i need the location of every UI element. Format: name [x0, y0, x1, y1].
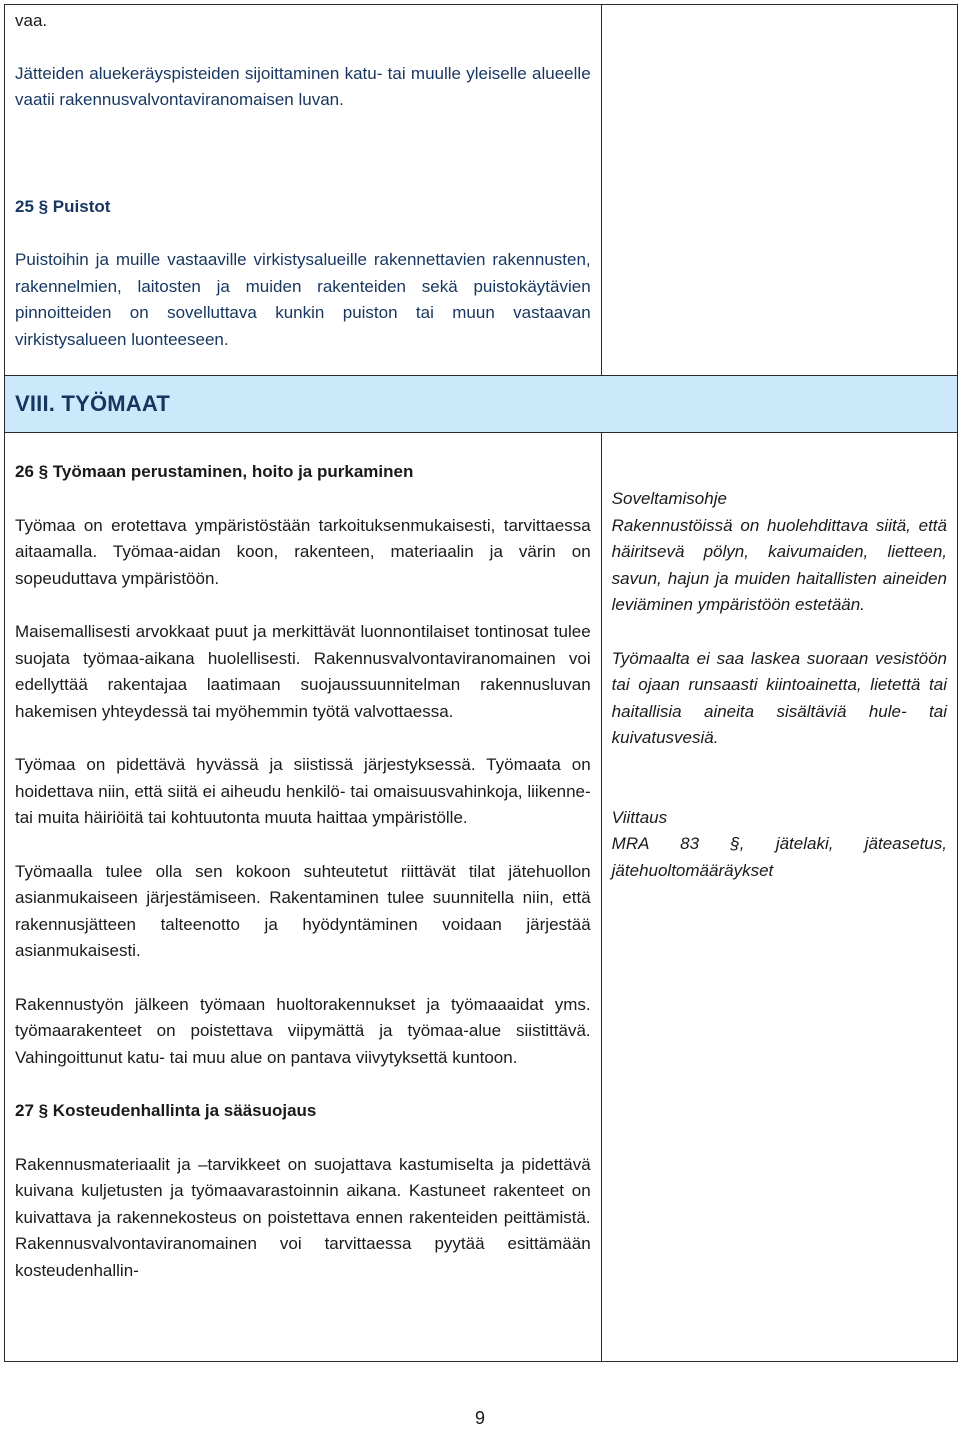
collection-point-paragraph: Jätteiden aluekeräyspisteiden sijoittaminen katu- tai muulle yleiselle alueelle vaatii rakennusvalvontaviranomaisen luvan.: [15, 63, 591, 109]
worksite-order-paragraph: Työmaa on pidettävä hyvässä ja siistissä järjestyksessä. Työmaata on hoidettava niin, että siitä ei aiheudu henkilö- tai omaisuusvahinkoja, liikenne- tai muita häiriöitä tai kohtuutonta muuta haittaa ympäristölle.: [15, 755, 591, 827]
guidance-paragraph-water: Työmaalta ei saa laskea suoraan vesistöön tai ojaan runsaasti kiintoainetta, lietettä tai haitallisia aineita sisältäviä hule- tai kuivatusvesiä.: [611, 648, 947, 747]
waste-management-paragraph: Työmaalla tulee olla sen kokoon suhteutetut riittävät tilat jätehuollon asianmukaiseen järjestämiseen. Rakentaminen tulee suunnitella niin, että rakennusjätteen talteenotto ja hyödyntäminen voidaan järjestää asianmukaisesti.: [15, 861, 591, 960]
section-25-paragraph: Puistoihin ja muille vastaaville virkistysalueille rakennettavien rakennusten, rakennelmien, laitosten ja muiden rakenteiden sekä puistokäytävien pinnoitteiden on sovelluttava kunkin puiston tai muun vastaavan virkistysalueen luonteeseen.: [15, 250, 591, 349]
left-cell-worksite: [5, 433, 602, 1362]
guidance-heading: Soveltamisohje: [611, 489, 727, 508]
section-header-cell: [5, 376, 958, 433]
regulation-table: [4, 4, 958, 1362]
table-row-worksite: [5, 433, 958, 1362]
worksite-fence-paragraph: Työmaa on erotettava ympäristöstään tarkoituksenmukaisesti, tarvittaessa aitaamalla. Työmaa-aidan koon, rakenteen, materiaalin ja värin on sopeuduttava ympäristöön.: [15, 515, 591, 588]
continued-text: vaa.: [15, 11, 48, 30]
page-number: 9: [474, 1408, 485, 1428]
left-cell-parks: [5, 5, 602, 376]
right-cell-worksite: [601, 433, 957, 1362]
section-title: VIII. TYÖMAAT: [15, 391, 170, 416]
right-cell-parks: [601, 5, 957, 376]
reference-heading: Viittaus: [611, 807, 668, 827]
moisture-paragraph: Rakennusmateriaalit ja –tarvikkeet on suojattava kastumiselta ja pidettävä kuivana kuljetusten ja työmaavarastoinnin aikana. Kastuneet rakenteet on kuivattava ja rakennekosteus on poistettava ennen rakenteiden peittämistä. Rakennusvalvontaviranomainen voi tarvittaessa pyytää esittämään kosteudenhallin-: [15, 1154, 591, 1280]
section-27-heading: 27 § Kosteudenhallinta ja sääsuojaus: [15, 1101, 317, 1120]
cleanup-paragraph: Rakennustyön jälkeen työmaan huoltorakennukset ja työmaaaidat yms. työmaarakenteet on poistettava viipymättä ja työmaa-alue siistittävä. Vahingoittunut katu- tai muu alue on pantava viivytyksettä kuntoon.: [15, 994, 591, 1067]
guidance-paragraph-dust: Rakennustöissä on huolehdittava siitä, että häiritsevä pölyn, kaivumaiden, lietteen, savun, hajun ja muiden haitallisten aineiden leviäminen ympäristöön estetään.: [611, 515, 947, 614]
reference-text: MRA 83 §, jätelaki, jäteasetus, jätehuoltomääräykset: [611, 834, 947, 880]
table-row-parks: [5, 5, 958, 376]
section-25-heading: 25 § Puistot: [15, 196, 111, 216]
section-header-row: [5, 376, 958, 433]
tree-protection-paragraph: Maisemallisesti arvokkaat puut ja merkittävät luonnontilaiset tontinosat tulee suojata työmaa-aikana huolellisesti. Rakennusvalvontaviranomainen voi edellyttää rakentajaa laatimaan suojaussuunnitelman rakennusluvan hakemisen yhteydessä tai myöhemmin työtä valvottaessa.: [15, 622, 591, 721]
section-26-heading: 26 § Työmaan perustaminen, hoito ja purkaminen: [15, 462, 414, 481]
